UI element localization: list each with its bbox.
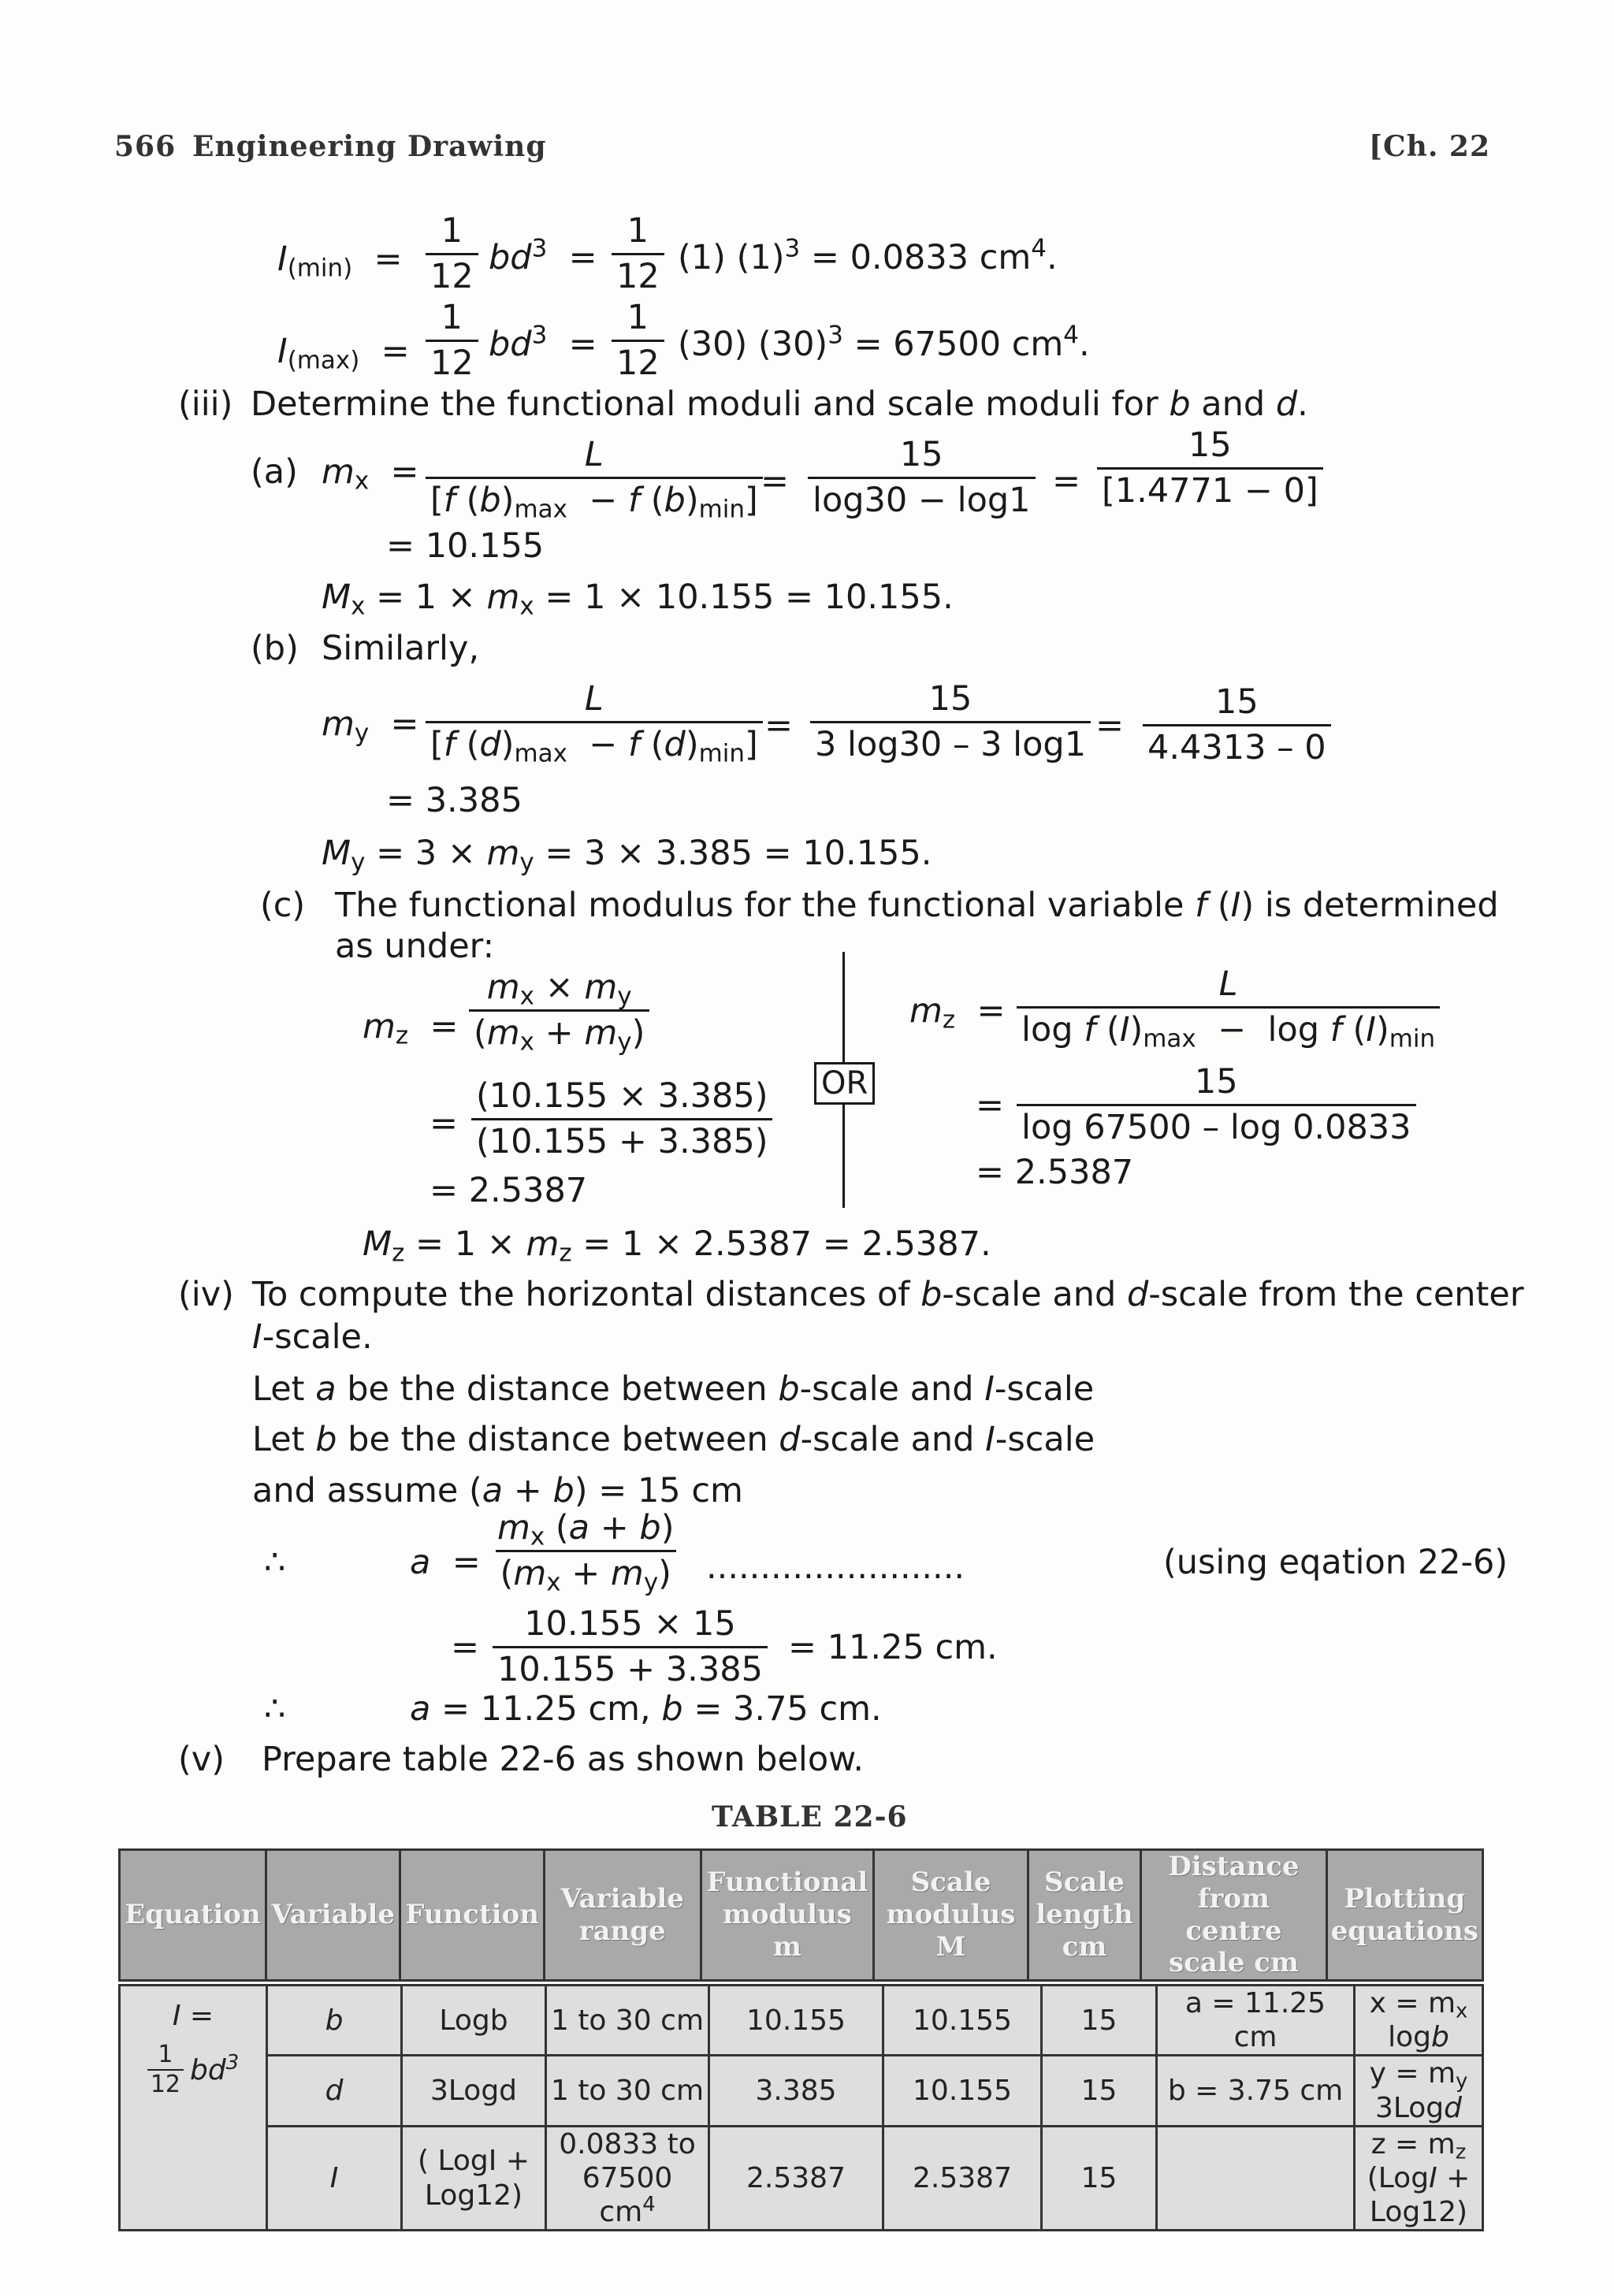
assume-line: and assume (a + b) = 15 cm: [252, 1471, 743, 1510]
my-frac2: $\frac{15}{3 \log 30 - 3 \log 1}$: [810, 682, 1091, 762]
cell-modulus: 10.155: [709, 1986, 883, 2056]
step4-line1: To compute the horizontal distances of b-scale and d-scale from the center: [252, 1275, 1524, 1314]
mx-frac1: L [f $(b)_{max} - f$ $(b)_{min}$]: [426, 438, 763, 518]
col-header-scale-modulus: Scale modulus M: [874, 1850, 1028, 1981]
page-number: 566: [114, 130, 177, 163]
cell-variable: I: [267, 2126, 402, 2231]
step3a-label: (a): [251, 452, 298, 492]
step4-line2: I-scale.: [252, 1317, 373, 1357]
mz-eq-left2: =: [430, 1104, 459, 1143]
imax-bd3: $bd^3$ =: [489, 321, 597, 364]
cell-distance: [1157, 2126, 1355, 2231]
imin-frac1: $\frac{1}{12}$: [426, 214, 478, 294]
a-calc-eq: =: [451, 1628, 480, 1667]
my-eq1: =: [764, 706, 794, 745]
let-b-line: Let b be the distance between d-scale and I-scale: [252, 1420, 1095, 1459]
therefore-symbol-1: ∴: [264, 1543, 286, 1582]
table-body: [118, 1984, 1484, 2231]
col-header-range: Variable range: [544, 1850, 701, 1981]
equation-reference: (using eqation 22-6): [1163, 1543, 1508, 1582]
cell-variable: b: [267, 1986, 402, 2056]
book-title: Engineering Drawing: [192, 130, 547, 163]
a-lhs: a =: [410, 1543, 481, 1582]
step3-label: (iii): [178, 385, 233, 424]
mz-frac-left2: $\frac{(10.155 \times 3.385)}{(10.155 + 3.385)}$: [471, 1079, 772, 1159]
cell-distance: a = 11.25 cm: [1157, 1986, 1355, 2056]
my-result: = 3.385: [386, 781, 523, 820]
let-a-line: Let a be the distance between b-scale and I-scale: [252, 1369, 1095, 1409]
col-header-variable: Variable: [266, 1850, 400, 1981]
My-line: $M_y = 3 \times m_y = 3 \times 3.385 = 10.155$.: [322, 834, 932, 877]
table-row: [120, 2056, 1483, 2126]
imax-values: (30) $(30)^3 = 67500$ $cm^4$.: [678, 321, 1090, 364]
cell-plot: $z = m_z$ (LogI + Log12): [1355, 2126, 1483, 2231]
col-header-scale-length: Scale length cm: [1028, 1850, 1141, 1981]
my-lhs: $m_y$ =: [322, 704, 419, 748]
imax-lhs: $I_{(max)}$ =: [277, 332, 410, 375]
cell-scale-modulus: 2.5387: [883, 2126, 1042, 2231]
col-header-functional-modulus: Functional modulus m: [701, 1850, 874, 1981]
a-calc-frac: $\frac{10.155 \times 15}{10.155 + 3.385}$: [493, 1607, 768, 1687]
imin-lhs: $I_{(min)}$ =: [277, 240, 403, 283]
mz-frac-right2: $\frac{15}{\log 67500 - \log 0.0833}$: [1017, 1065, 1416, 1145]
step3-text: Determine the functional moduli and scale moduli for b and d.: [251, 385, 1308, 424]
Mz-line: $M_z = 1 \times m_z = 1 \times 2.5387 = 2.5387$.: [363, 1224, 991, 1268]
a-calc-result: = 11.25 cm.: [788, 1628, 998, 1667]
step3c-line2: as under:: [335, 927, 495, 966]
cell-scale-modulus: 10.155: [883, 1986, 1042, 2056]
my-frac3: $\frac{15}{4.4313 - 0}$: [1143, 685, 1331, 765]
step4-label: (iv): [178, 1275, 234, 1314]
mz-eq-right2: =: [976, 1086, 1005, 1125]
imax-frac1: $\frac{1}{12}$: [426, 301, 478, 381]
ab-values: a = 11.25 cm, b = 3.75 cm.: [410, 1689, 882, 1729]
dot-leader: ........................: [706, 1547, 965, 1587]
cell-range: 1 to 30 cm: [546, 2056, 709, 2126]
mz-frac-left1: $\frac{m_x \times m_y}{(m_x + m_y)}$: [469, 971, 649, 1050]
mx-eq1: =: [761, 462, 790, 501]
mz-lhs-left: $m_z$ =: [363, 1007, 459, 1050]
step3b-label: (b): [251, 629, 299, 668]
imin-values: (1) $(1)^3 = 0.0833$ $cm^4$.: [678, 234, 1058, 277]
mx-frac2: $\frac{15}{\log 30 - \log 1}$: [808, 438, 1036, 518]
step3c-line1: The functional modulus for the functional variable f (I) is determined: [335, 886, 1499, 925]
step3c-label: (c): [260, 886, 306, 925]
cell-function: 3Logd: [402, 2056, 546, 2126]
mz-result-left: = 2.5387: [430, 1171, 588, 1210]
step3b-text: Similarly,: [322, 629, 480, 668]
cell-range: 0.0833 to 67500 $cm^4$: [546, 2126, 709, 2231]
col-header-distance: Distance from centre scale cm: [1141, 1850, 1326, 1981]
table-row: [120, 1986, 1483, 2056]
cell-modulus: 3.385: [709, 2056, 883, 2126]
chapter-label: [Ch. 22: [1369, 130, 1491, 163]
table-caption: TABLE 22-6: [712, 1800, 908, 1833]
cell-length: 15: [1042, 2056, 1157, 2126]
equation-cell: I = 1 12 $bd^3$: [120, 1986, 267, 2231]
a-frac: $\frac{m_x (a + b)}{(m_x + m_y)}$: [493, 1511, 679, 1591]
step5-text: Prepare table 22-6 as shown below.: [262, 1740, 865, 1779]
my-eq2: =: [1095, 706, 1125, 745]
imin-bd3: $bd^3$ =: [489, 234, 597, 277]
col-header-plotting: Plotting equations: [1326, 1850, 1482, 1981]
step5-label: (v): [178, 1740, 225, 1779]
imin-frac2: $\frac{1}{12}$: [612, 214, 664, 294]
mx-result: = 10.155: [386, 526, 545, 566]
my-frac1: L [f $(d)_{max} - f$ $(d)_{min}$]: [426, 682, 763, 762]
mx-eq2: =: [1052, 462, 1081, 501]
Mx-line: $M_x = 1 \times m_x = 1 \times 10.155 = 10.155$.: [322, 578, 954, 621]
cell-length: 15: [1042, 2126, 1157, 2231]
table-header: [118, 1848, 1484, 1982]
mx-lhs: $m_x$ =: [322, 452, 419, 496]
cell-length: 15: [1042, 1986, 1157, 2056]
col-header-equation: Equation: [120, 1850, 266, 1981]
cell-function: Logb: [402, 1986, 546, 2056]
cell-plot: $x = m_x$ logb: [1355, 1986, 1483, 2056]
or-label: OR: [814, 1062, 875, 1105]
cell-distance: b = 3.75 cm: [1157, 2056, 1355, 2126]
table-row: [120, 2126, 1483, 2231]
therefore-symbol-2: ∴: [264, 1689, 286, 1729]
cell-scale-modulus: 10.155: [883, 2056, 1042, 2126]
mz-frac-right1: L log f $(I)_{max} - \log f$ $(I)_{min}$: [1017, 968, 1440, 1047]
cell-plot: $y = m_y$ 3Logd: [1355, 2056, 1483, 2126]
mz-lhs-right: $m_z$ =: [909, 991, 1006, 1035]
cell-variable: d: [267, 2056, 402, 2126]
imax-frac2: $\frac{1}{12}$: [612, 301, 664, 381]
mz-result-right: = 2.5387: [976, 1153, 1134, 1192]
col-header-function: Function: [400, 1850, 545, 1981]
cell-range: 1 to 30 cm: [546, 1986, 709, 2056]
cell-modulus: 2.5387: [709, 2126, 883, 2231]
mx-frac3: $\frac{15}{[1.4771 - 0]}$: [1097, 429, 1323, 508]
cell-function: ( LogI + Log12): [402, 2126, 546, 2231]
